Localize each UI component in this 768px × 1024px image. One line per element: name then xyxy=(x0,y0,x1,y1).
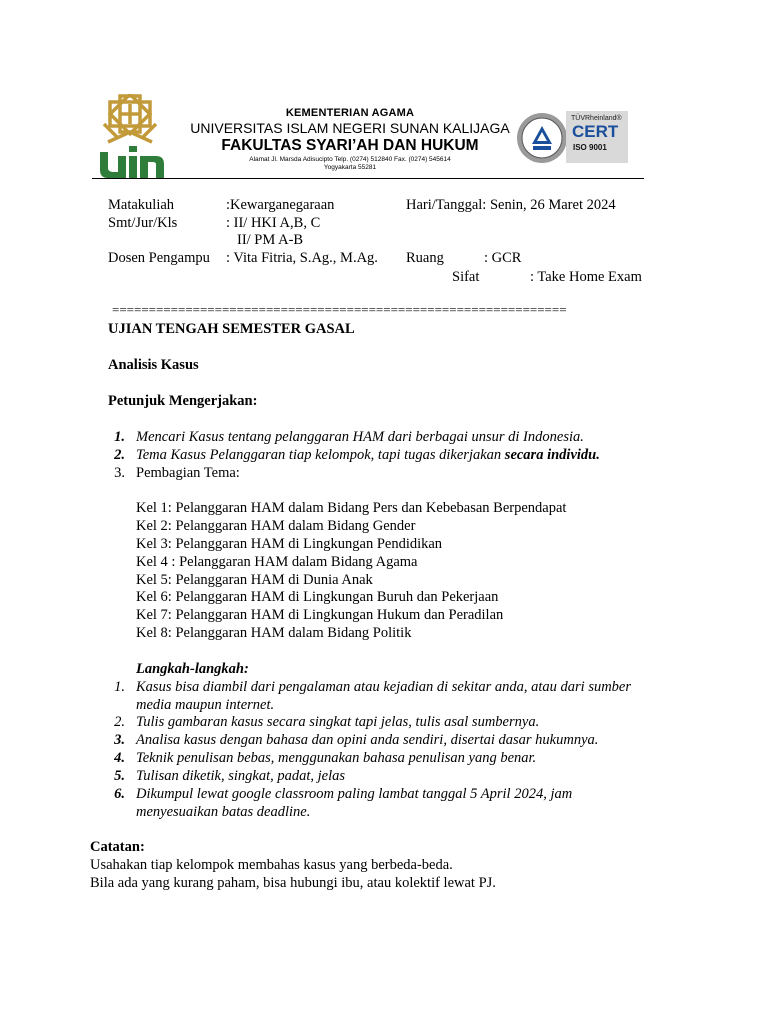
dosen-label: Dosen Pengampu xyxy=(108,250,210,266)
kelompok-item: Kel 5: Pelanggaran HAM di Dunia Anak xyxy=(136,572,373,588)
smt-label: Smt/Jur/Kls xyxy=(108,215,178,231)
kelompok-item: Kel 2: Pelanggaran HAM dalam Bidang Gender xyxy=(136,518,416,534)
langkah-item: Dikumpul lewat google classroom paling lambat tanggal 5 April 2024, jam xyxy=(136,786,573,802)
header-ministry: KEMENTERIAN AGAMA xyxy=(285,107,415,119)
langkah-item: Tulis gambaran kasus secara singkat tapi jelas, tulis asal sumbernya. xyxy=(136,714,540,730)
header-faculty: FAKULTAS SYARI’AH DAN HUKUM xyxy=(221,137,479,154)
sifat-value: : Take Home Exam xyxy=(530,269,642,285)
langkah-num: 2. xyxy=(114,714,125,730)
cert-label: CERT xyxy=(572,122,619,141)
catatan-item: Bila ada yang kurang paham, bisa hubungi ibu, atau kolektif lewat PJ. xyxy=(90,875,496,891)
petunjuk-item xyxy=(136,447,600,464)
dosen-value: : Vita Fitria, S.Ag., M.Ag. xyxy=(226,250,378,266)
petunjuk-num: 2. xyxy=(114,447,125,463)
langkah-num: 3. xyxy=(114,732,125,748)
langkah-item: Tulisan diketik, singkat, padat, jelas xyxy=(136,768,346,784)
header-city: Yogyakarta 55281 xyxy=(323,164,377,171)
separator: ============================================================== xyxy=(112,302,567,317)
smt-value-2: II/ PM A-B xyxy=(237,232,304,248)
petunjuk-item-emphasis: secara individu. xyxy=(504,447,600,463)
langkah-item-cont: media maupun internet. xyxy=(136,697,275,713)
petunjuk-item-text: Tema Kasus Pelanggaran tiap kelompok, tapi tugas dikerjakan xyxy=(136,447,505,463)
petunjuk-item: Mencari Kasus tentang pelanggaran HAM dari berbagai unsur di Indonesia. xyxy=(136,429,584,445)
header-rule xyxy=(92,178,644,179)
cert-brand: TÜVRheinland® xyxy=(571,115,622,122)
kelompok-item: Kel 7: Pelanggaran HAM di Lingkungan Hukum dan Peradilan xyxy=(136,607,504,623)
header-university: UNIVERSITAS ISLAM NEGERI SUNAN KALIJAGA xyxy=(190,120,510,136)
langkah-num: 4. xyxy=(114,750,125,766)
exam-title: UJIAN TENGAH SEMESTER GASAL xyxy=(108,321,355,337)
kelompok-item: Kel 8: Pelanggaran HAM dalam Bidang Politik xyxy=(136,625,412,641)
catatan-item: Usahakan tiap kelompok membahas kasus yang berbeda-beda. xyxy=(90,857,453,873)
petunjuk-num: 3. xyxy=(114,465,125,481)
petunjuk-item: Pembagian Tema: xyxy=(136,465,240,481)
uin-logo xyxy=(94,94,166,178)
langkah-num: 1. xyxy=(114,679,125,695)
langkah-item-cont: menyesuaikan batas deadline. xyxy=(136,804,311,820)
matakuliah-value: :Kewarganegaraan xyxy=(226,197,335,213)
langkah-num: 6. xyxy=(114,786,125,802)
hari-tanggal: Hari/Tanggal: Senin, 26 Maret 2024 xyxy=(406,197,616,213)
cert-iso: ISO 9001 xyxy=(573,143,607,152)
petunjuk-title: Petunjuk Mengerjakan: xyxy=(108,393,258,409)
kelompok-item: Kel 1: Pelanggaran HAM dalam Bidang Pers dan Kebebasan Berpendapat xyxy=(136,500,567,516)
langkah-item: Analisa kasus dengan bahasa dan opini anda sendiri, disertai dasar hukumnya. xyxy=(136,732,599,748)
langkah-num: 5. xyxy=(114,768,125,784)
kelompok-item: Kel 3: Pelanggaran HAM di Lingkungan Pendidikan xyxy=(136,536,443,552)
smt-value: : II/ HKI A,B, C xyxy=(226,215,321,231)
ruang-label: Ruang xyxy=(406,250,444,266)
kelompok-item: Kel 4 : Pelanggaran HAM dalam Bidang Agama xyxy=(136,554,418,570)
petunjuk-num: 1. xyxy=(114,429,125,445)
catatan-title: Catatan: xyxy=(90,839,145,855)
tuv-seal-icon xyxy=(516,112,568,164)
langkah-item: Teknik penulisan bebas, menggunakan bahasa penulisan yang benar. xyxy=(136,750,537,766)
ruang-value: : GCR xyxy=(484,250,522,266)
header-address: Alamat Jl. Marsda Adisucipto Telp. (0274) 512840 Fax. (0274) 545614 xyxy=(249,156,451,163)
langkah-title: Langkah-langkah: xyxy=(136,661,249,677)
langkah-item: Kasus bisa diambil dari pengalaman atau kejadian di sekitar anda, atau dari sumber xyxy=(136,679,632,695)
sifat-label: Sifat xyxy=(452,269,480,285)
matakuliah-label: Matakuliah xyxy=(108,197,175,213)
exam-subtitle: Analisis Kasus xyxy=(108,357,199,373)
kelompok-item: Kel 6: Pelanggaran HAM di Lingkungan Buruh dan Pekerjaan xyxy=(136,589,499,605)
